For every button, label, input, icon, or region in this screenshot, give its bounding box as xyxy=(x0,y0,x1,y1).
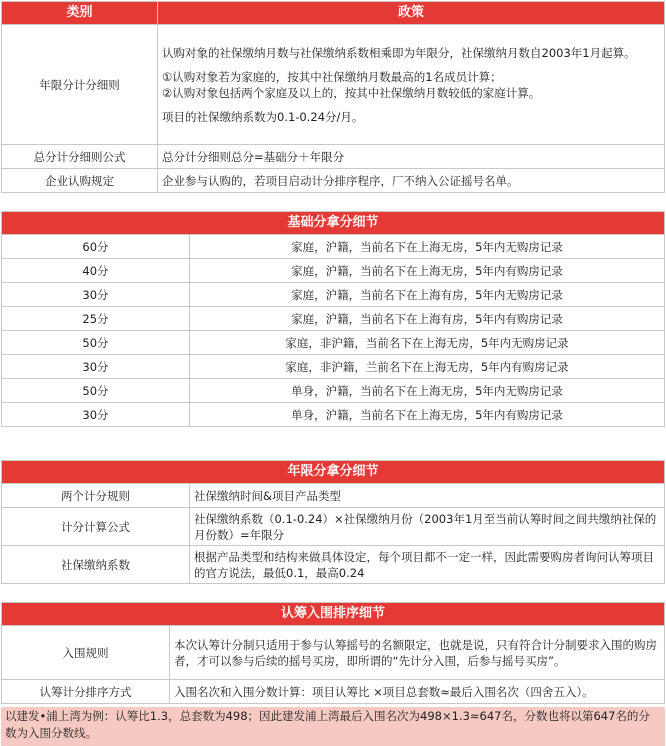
desc-cell: 单身，沪籍，当前名下在上海无房，5年内无购房记录 xyxy=(190,379,665,403)
row-label: 两个计分规则 xyxy=(2,484,190,508)
desc-cell: 社保缴纳系数（0.1-0.24）×社保缴纳月份（2003年1月至当前认筹时间之间共缴纳社保的月份数）=年限分 xyxy=(190,508,665,546)
row-label: 总分计分细则公式 xyxy=(2,145,158,169)
ranking-table xyxy=(1,602,665,704)
score-cell: 60分 xyxy=(2,235,190,259)
base-score-table xyxy=(1,211,665,427)
policy-line: ②认购对象包括两个家庭及以上的，按其中社保缴纳月数较低的家庭计算。 xyxy=(162,85,541,100)
row-label: 企业认购规定 xyxy=(2,169,158,193)
desc-cell: 根据产品类型和结构来做具体设定，每个项目都不一定一样，因此需要购房者询问认筹项目的官方说法，最低0.1，最高0.24 xyxy=(190,546,665,584)
desc-cell: 入围名次和入围分数计算：项目认筹比 ×项目总套数≈最后入围名次（四舍五入）。 xyxy=(170,680,665,704)
row-label: 年限分计分细则 xyxy=(2,25,158,145)
example-note: 以建发•浦上湾为例：认筹比1.3，总套数为498；因此建发浦上湾最后入围名次为498×1.3≈647名，分数也将以第647名的分数为入围分数线。 xyxy=(1,707,665,746)
row-label: 入围规则 xyxy=(2,626,170,680)
table-title: 年限分拿分细节 xyxy=(2,461,665,484)
policy-line: 项目的社保缴纳系数为0.1-0.24分/月。 xyxy=(162,109,364,124)
years-score-table xyxy=(1,460,665,584)
desc-cell: 社保缴纳时间&项目产品类型 xyxy=(190,484,665,508)
policy-cell xyxy=(158,25,665,145)
score-cell: 30分 xyxy=(2,403,190,427)
score-cell: 30分 xyxy=(2,355,190,379)
policy-line: 总分计分细则总分=基础分＋年限分 xyxy=(158,145,665,169)
header-policy: 政策 xyxy=(158,2,665,25)
policy-line: 认购对象的社保缴纳月数与社保缴纳系数相乘即为年限分，社保缴纳月数自2003年1月起算。 xyxy=(162,45,636,60)
desc-cell: 家庭，沪籍，当前名下在上海有房，5年内无购房记录 xyxy=(190,283,665,307)
desc-cell: 家庭，沪籍，当前名下在上海无房，5年内有购房记录 xyxy=(190,259,665,283)
score-cell: 25分 xyxy=(2,307,190,331)
row-label: 社保缴纳系数 xyxy=(2,546,190,584)
row-label: 认筹计分排序方式 xyxy=(2,680,170,704)
table-title: 认筹入围排序细节 xyxy=(2,603,665,626)
desc-cell: 单身，沪籍，当前名下在上海无房，5年内有购房记录 xyxy=(190,403,665,427)
desc-cell: 家庭，非沪籍，当前名下在上海无房，5年内无购房记录 xyxy=(190,331,665,355)
table-title: 基础分拿分细节 xyxy=(2,212,665,235)
policy-line: 企业参与认购的，若项目启动计分排序程序，厂不纳入公证摇号名单。 xyxy=(158,169,665,193)
score-cell: 50分 xyxy=(2,331,190,355)
desc-cell: 家庭，沪籍，当前名下在上海无房，5年内无购房记录 xyxy=(190,235,665,259)
policy-line: ①认购对象若为家庭的，按其中社保缴纳月数最高的1名成员计算； xyxy=(162,69,502,84)
score-cell: 30分 xyxy=(2,283,190,307)
desc-cell: 家庭，沪籍，当前名下在上海有房，5年内有购房记录 xyxy=(190,307,665,331)
desc-cell: 本次认筹计分制只适用于参与认筹摇号的名额限定，也就是说，只有符合计分制要求入围的购房者，才可以参与后续的摇号买房，即所谓的“先计分入围，后参与摇号买房”。 xyxy=(170,626,665,680)
header-category: 类别 xyxy=(2,2,158,25)
score-cell: 40分 xyxy=(2,259,190,283)
score-cell: 50分 xyxy=(2,379,190,403)
desc-cell: 家庭，非沪籍，兰前名下在上海无房，5年内有购房记录 xyxy=(190,355,665,379)
row-label: 计分计算公式 xyxy=(2,508,190,546)
policy-table xyxy=(1,1,665,193)
